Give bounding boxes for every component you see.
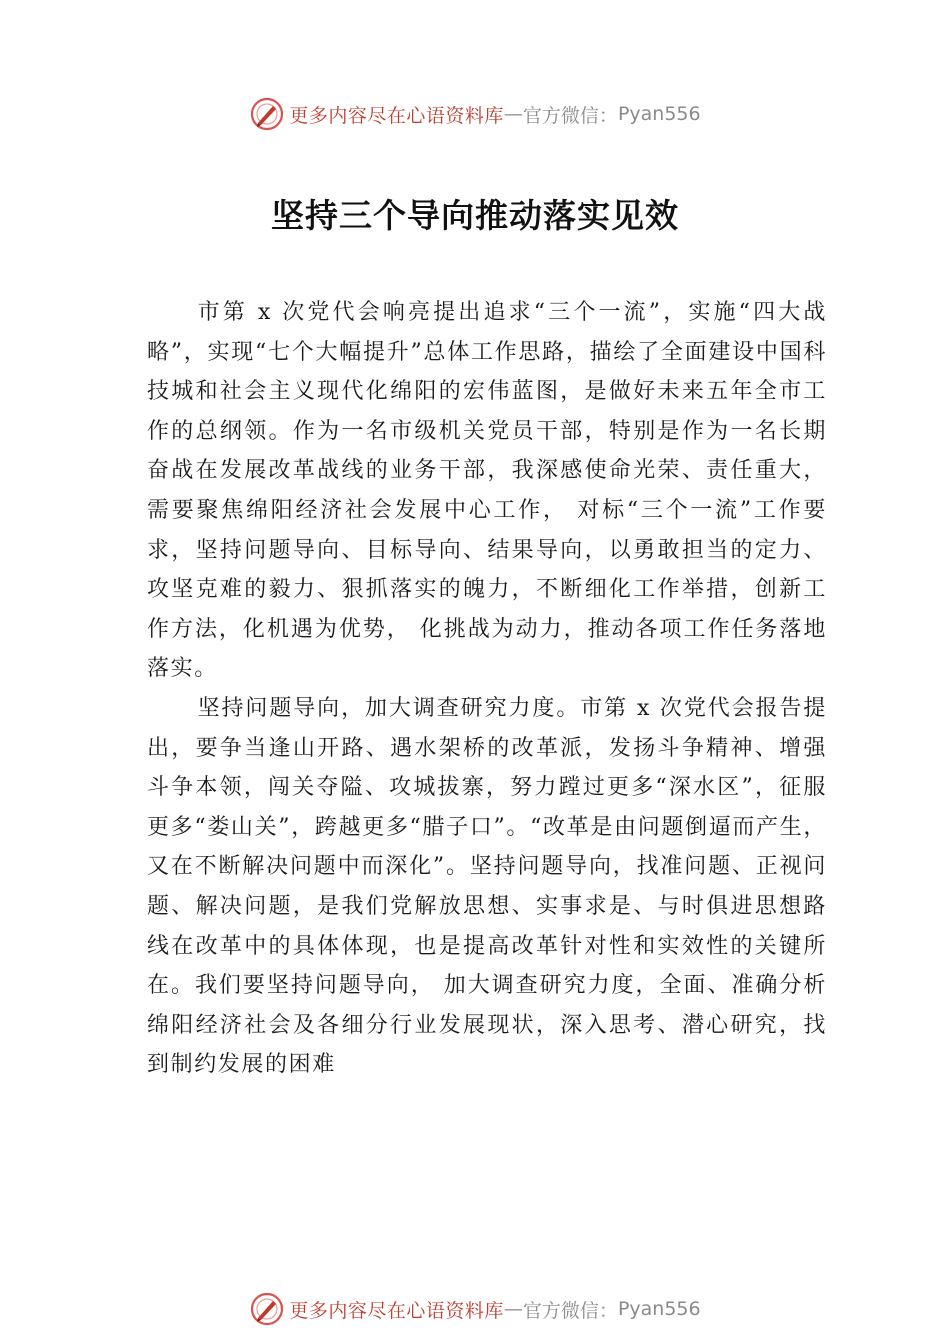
banner-wechat-label: 官方微信： <box>522 1299 618 1322</box>
pen-logo-icon <box>249 1291 285 1327</box>
paragraph: 坚持问题导向，加大调查研究力度。市第 x 次党代会报告提出，要争当逢山开路、遇水架桥的改革派，发扬斗争精神、增强斗争本领，闯关夺隘、攻城拔寨，努力蹚过更多“深水区”，征服更多“娄山关”，跨越更多“腊子口”。“改革是由问题倒逼而产生，又在不断解决问题中而深化”。坚持问题导向，找准问题、正视问题、解决问题，是我们党解放思想、实事求是、与时俱进思想路线在改革中的具体体现，也是提高改革针对性和实效性的关键所在。我们要坚持问题导向， 加大调查研究力度，全面、准确分析绵阳经济社会及各细分行业发展现状，深入思考、潜心研究，找到制约发展的困难 <box>147 695 827 1078</box>
banner-dash: — <box>503 1298 523 1320</box>
banner-dash: — <box>503 103 523 125</box>
banner-wechat-label: 官方微信： <box>522 104 618 127</box>
document-body <box>147 293 827 1085</box>
paragraph: 市第 x 次党代会响亮提出追求“三个一流”，实施“四大战略”，实现“七个大幅提升”总体工作思路，描绘了全面建设中国科技城和社会主义现代化绵阳的宏伟蓝图，是做好未来五年全市工作的总纲领。作为一名市级机关党员干部，特别是作为一名长期奋战在发展改革战线的业务干部，我深感使命光荣、责任重大，需要聚焦绵阳经济社会发展中心工作， 对标“三个一流”工作要求，坚持问题导向、目标导向、结果导向，以勇敢担当的定力、攻坚克难的毅力、狠抓落实的魄力，不断细化工作举措，创新工作方法，化机遇为优势， 化挑战为动力，推动各项工作任务落地落实。 <box>147 300 827 682</box>
pen-logo-icon <box>249 96 285 132</box>
banner-site-text: 更多内容尽在心语资料库 <box>289 1299 504 1322</box>
banner-site-text: 更多内容尽在心语资料库 <box>289 104 504 127</box>
header-banner <box>0 94 950 134</box>
banner-wechat-id: Pyan556 <box>617 103 701 125</box>
footer-banner <box>0 1289 950 1329</box>
banner-wechat-id: Pyan556 <box>617 1298 701 1320</box>
document-title: 坚持三个导向推动落实见效 <box>271 196 679 235</box>
